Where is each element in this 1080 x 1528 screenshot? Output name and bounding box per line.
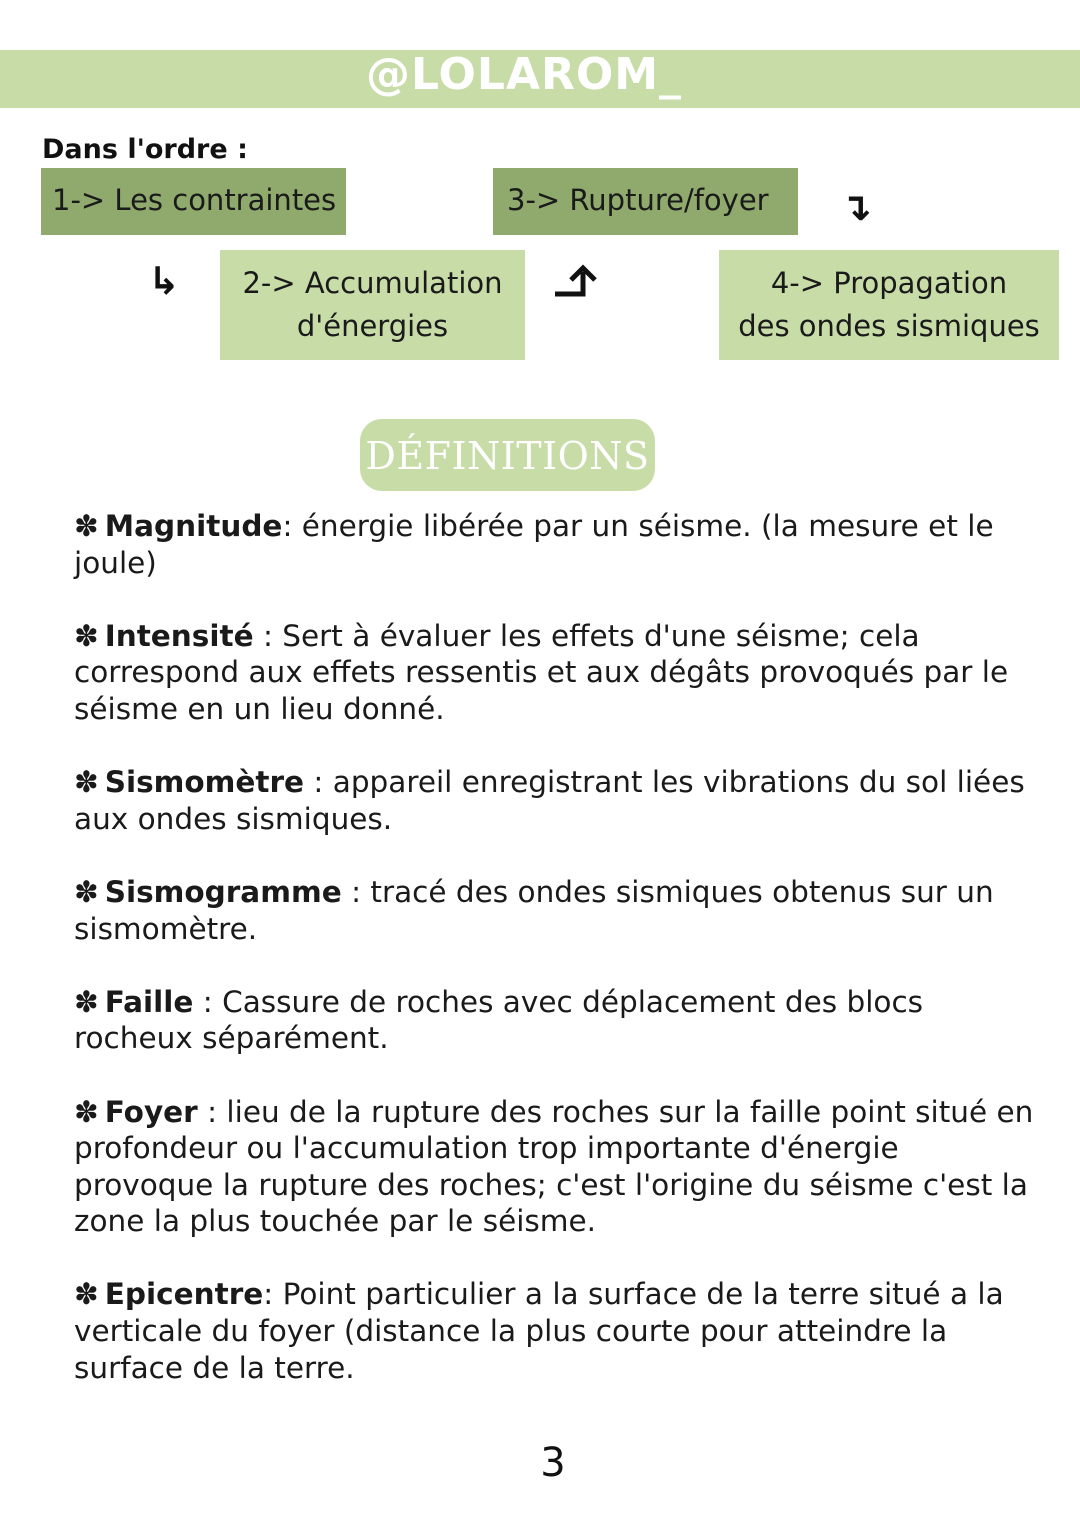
step-4-text-line-2: des ondes sismiques [738,309,1040,343]
flower-bullet-icon: ✽ [74,874,99,909]
definition-term: Sismogramme [104,874,342,909]
flower-bullet-icon: ✽ [74,984,99,1019]
definition-text: : lieu de la rupture des roches sur la faille point situé en profondeur ou l'accumulation trop importante d'énergie provoque la rupture des roches; c'est l'origine du séisme c'est la zone la plus touchée par le séisme. [74,1094,1034,1239]
definition-item [74,764,1034,837]
definitions-title: DÉFINITIONS [360,419,655,491]
step-2-text-line-1: 2-> Accumulation [242,266,503,300]
arrow-down-icon: ↴ [840,185,872,229]
definition-item [74,1094,1034,1240]
definition-term: Foyer [104,1094,198,1129]
flower-bullet-icon: ✽ [74,1094,99,1129]
header-banner [0,50,1080,108]
flower-bullet-icon: ✽ [74,765,99,800]
definition-text: : tracé des ondes sismiques obtenus sur un sismomètre. [74,874,994,946]
definitions-list [74,508,1034,1423]
definition-text: : appareil enregistrant les vibrations du sol liées aux ondes sismiques. [74,765,1025,836]
definition-text: : Cassure de roches avec déplacement des blocs rocheux séparément. [74,984,924,1056]
definition-item [74,508,1034,581]
order-label: Dans l'ordre : [42,134,248,165]
definition-term: Epicentre [104,1277,264,1312]
author-handle: @LOLAROM_ [366,49,683,100]
step-4-text-line-1: 4-> Propagation [770,266,1008,300]
arrow-turn-up-icon [553,264,601,310]
arrow-turn-up-svg [553,264,601,304]
step-1-text: 1-> Les contraintes [52,183,337,217]
flower-bullet-icon: ✽ [74,509,99,543]
arrow-turn-right-icon: ↳ [148,259,180,303]
step-2-box [220,250,525,360]
step-2-text-line-2: d'énergies [296,309,449,343]
flower-bullet-icon: ✽ [74,618,99,653]
definition-term: Intensité [104,618,254,653]
page-number-text: 3 [540,1440,566,1486]
step-4-box [719,250,1059,360]
definition-term: Faille [104,984,194,1019]
definition-text: : Point particulier a la surface de la terre situé a la verticale du foyer (distance la plus courte pour atteindre la surface de la terre. [74,1277,1004,1385]
definition-text: : Sert à évaluer les effets d'une séisme; cela correspond aux effets ressentis et aux dégâts provoqués par le séisme en un lieu donné. [74,618,1009,726]
definition-item [74,874,1034,947]
page-number [0,1440,1080,1486]
definition-item [74,984,1034,1057]
flower-bullet-icon: ✽ [74,1277,99,1312]
definition-item [74,618,1034,728]
definition-term: Magnitude [104,509,283,543]
step-3-text: 3-> Rupture/foyer [507,183,769,217]
definition-item [74,1276,1034,1386]
definition-text: : énergie libérée par un séisme. (la mesure et le joule) [74,509,994,580]
step-1-box [41,168,346,235]
step-3-box [493,168,798,235]
definition-term: Sismomètre [104,765,305,800]
